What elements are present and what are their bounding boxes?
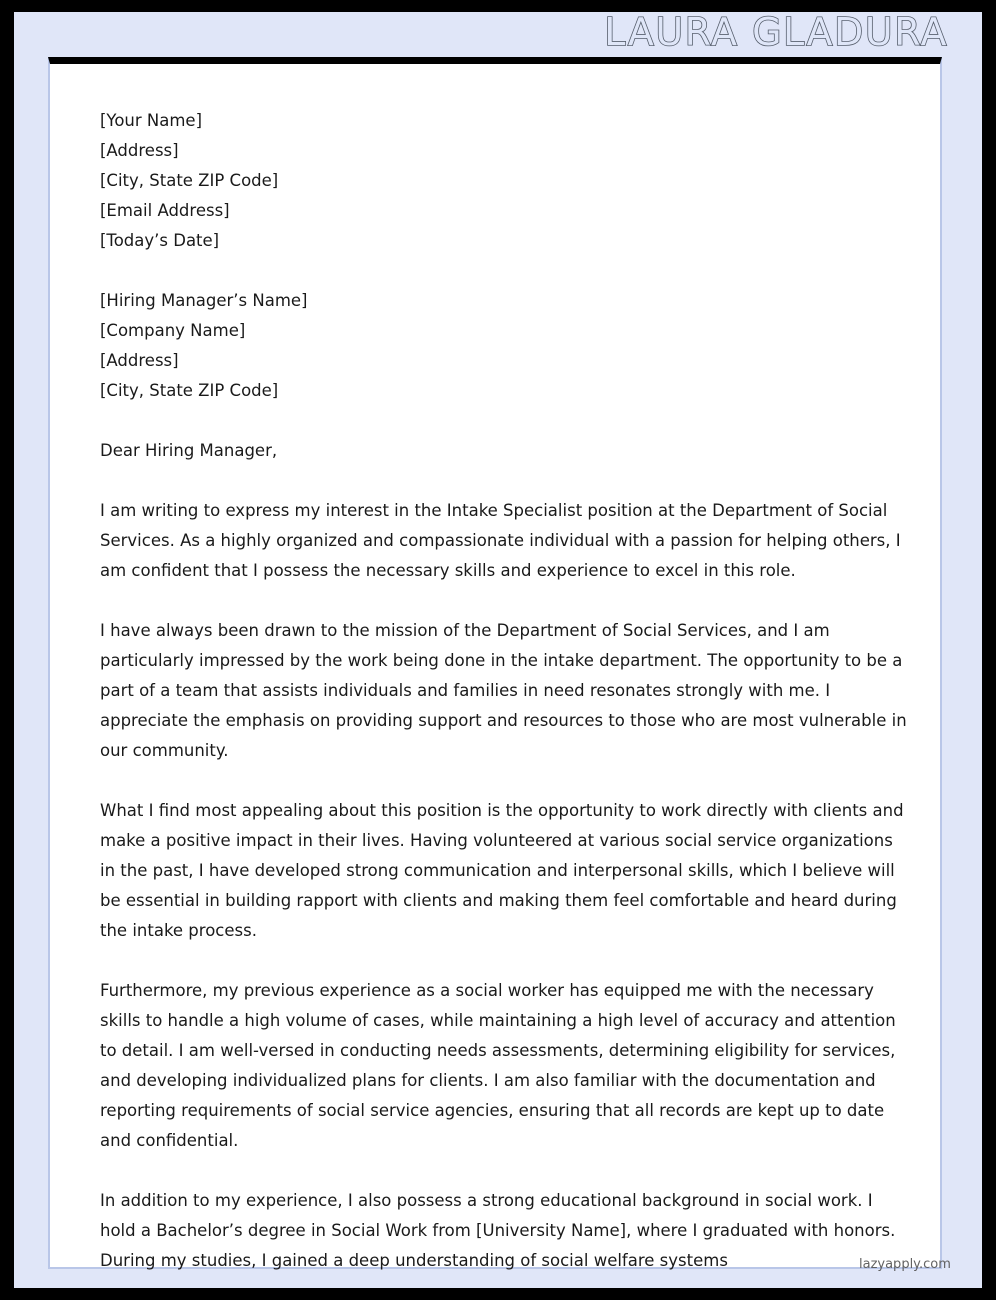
sender-name: [Your Name]	[100, 111, 203, 130]
sender-address: [Address]	[100, 141, 179, 160]
recipient-company: [Company Name]	[100, 321, 246, 340]
address-spacer	[100, 256, 910, 286]
recipient-city-state-zip: [City, State ZIP Code]	[100, 381, 279, 400]
recipient-address: [Address]	[100, 351, 179, 370]
letter-paragraph-5: In addition to my experience, I also possess a strong educational background in social work. I hold a Bachelor’s degree in Social Work from [University Name], where I graduated with honors. During my studies, I gained a deep understanding of social welfare systems	[100, 1191, 896, 1270]
salutation: Dear Hiring Manager,	[100, 441, 278, 460]
site-watermark: lazyapply.com	[859, 1257, 951, 1272]
sender-city-state-zip: [City, State ZIP Code]	[100, 171, 279, 190]
document-page-background	[14, 12, 982, 1288]
letter-paragraph-4: Furthermore, my previous experience as a social worker has equipped me with the necessary skills to handle a high volume of cases, while maintaining a high level of accuracy and attention to detail. I am well-versed in conducting needs assessments, determining eligibility for services, and developing individualized plans for clients. I am also familiar with the documentation and reporting requirements of social service agencies, ensuring that all records are kept up to date and confidential.	[100, 981, 896, 1150]
recipient-manager-name: [Hiring Manager’s Name]	[100, 291, 308, 310]
recipient-address-block	[100, 286, 910, 406]
salutation-spacer	[100, 406, 910, 436]
letterhead-name: LAURA GLADURA	[604, 10, 948, 54]
letter-paragraph-2: I have always been drawn to the mission of the Department of Social Services, and I am particularly impressed by the work being done in the intake department. The opportunity to be a part of a team that assists individuals and families in need resonates strongly with me. I appreciate the emphasis on providing support and resources to those who are most vulnerable in our community.	[100, 621, 907, 760]
sender-address-block	[100, 106, 910, 256]
sender-email: [Email Address]	[100, 201, 230, 220]
letter-paragraph-3: What I find most appealing about this position is the opportunity to work directly with clients and make a positive impact in their lives. Having volunteered at various social service organizations in the past, I have developed strong communication and interpersonal skills, which I believe will be essential in building rapport with clients and making them feel comfortable and heard during the intake process.	[100, 801, 904, 940]
letterhead-header	[14, 12, 982, 57]
letter-body	[100, 106, 910, 1276]
letter-date: [Today’s Date]	[100, 231, 220, 250]
letter-paragraph-1: I am writing to express my interest in the Intake Specialist position at the Department of Social Services. As a highly organized and compassionate individual with a passion for helping others, I am confident that I possess the necessary skills and experience to excel in this role.	[100, 501, 901, 580]
